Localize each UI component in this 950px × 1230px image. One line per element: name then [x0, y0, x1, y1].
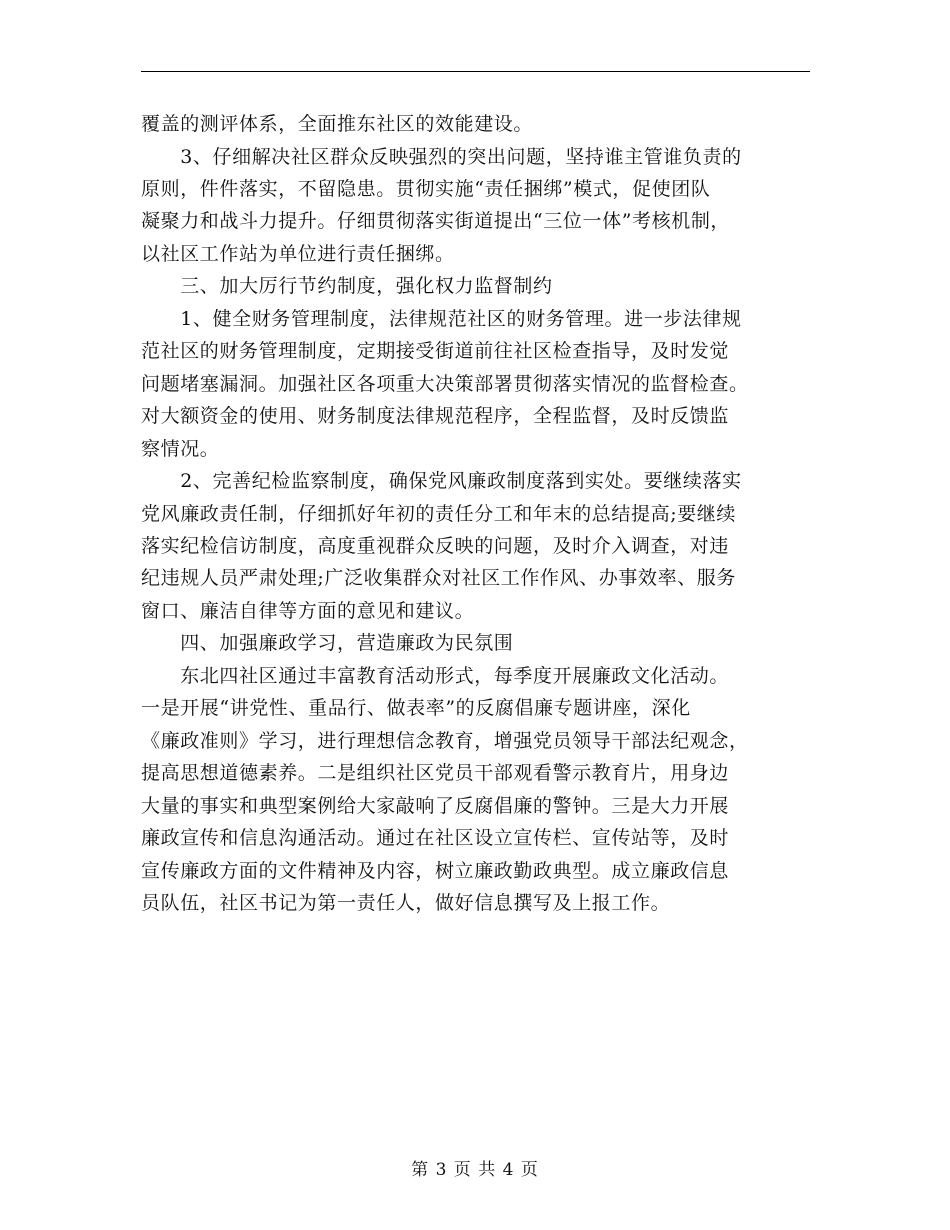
text-line: 提高思想道德素养。二是组织社区党员干部观看警示教育片，用身边 [141, 762, 730, 785]
text-line: 廉政宣传和信息沟通活动。通过在社区设立宣传栏、宣传站等，及时 [141, 827, 730, 850]
text-line: 察情况。 [141, 437, 220, 460]
text-line: 凝聚力和战斗力提升。仔细贯彻落实街道提出“三位一体”考核机制， [141, 210, 731, 233]
text-line: 覆盖的测评体系，全面推东社区的效能建设。 [141, 113, 534, 135]
text-line: 四、加强廉政学习，营造廉政为民氛围 [141, 632, 514, 655]
text-line: 纪违规人员严肃处理;广泛收集群众对社区工作作风、办事效率、服务 [141, 567, 737, 590]
text-line: 问题堵塞漏洞。加强社区各项重大决策部署贯彻落实情况的监督检查。 [141, 372, 749, 395]
text-line: 范社区的财务管理制度，定期接受街道前往社区检查指导，及时发觉 [141, 340, 730, 363]
text-line: 3、仔细解决社区群众反映强烈的突出问题，坚持谁主管谁负责的 [141, 145, 742, 168]
text-line: 党风廉政责任制，仔细抓好年初的责任分工和年末的总结提高;要继续 [141, 502, 737, 525]
text-line: 三、加大厉行节约制度，强化权力监督制约 [141, 275, 553, 298]
text-line: 窗口、廉洁自律等方面的意见和建议。 [141, 599, 475, 622]
text-line: 落实纪检信访制度，高度重视群众反映的问题，及时介入调查，对违 [141, 535, 730, 557]
text-line: 大量的事实和典型案例给大家敲响了反腐倡廉的警钟。三是大力开展 [141, 794, 730, 817]
text-line: 对大额资金的使用、财务制度法律规范程序，全程监督，及时反馈监 [141, 405, 730, 428]
header-rule [141, 71, 810, 72]
text-line: 以社区工作站为单位进行责任捆绑。 [141, 242, 455, 265]
text-line: 东北四社区通过丰富教育活动形式，每季度开展廉政文化活动。 [141, 664, 730, 687]
text-line: 2、完善纪检监察制度，确保党风廉政制度落到实处。要继续落实 [141, 470, 742, 493]
page-number-footer: 第 3 页 共 4 页 [411, 1160, 539, 1180]
text-line: 《廉政准则》学习，进行理想信念教育，增强党员领导干部法纪观念， [141, 729, 749, 752]
text-line: 一是开展“讲党性、重品行、做表率”的反腐倡廉专题讲座，深化 [141, 697, 691, 720]
text-line: 员队伍，社区书记为第一责任人，做好信息撰写及上报工作。 [141, 892, 671, 914]
text-line: 1、健全财务管理制度，法律规范社区的财务管理。进一步法律规 [141, 307, 742, 330]
text-line: 原则，件件落实，不留隐患。贯彻实施“责任捆绑”模式，促使团队 [141, 177, 711, 200]
text-line: 宣传廉政方面的文件精神及内容，树立廉政勤政典型。成立廉政信息 [141, 859, 730, 882]
